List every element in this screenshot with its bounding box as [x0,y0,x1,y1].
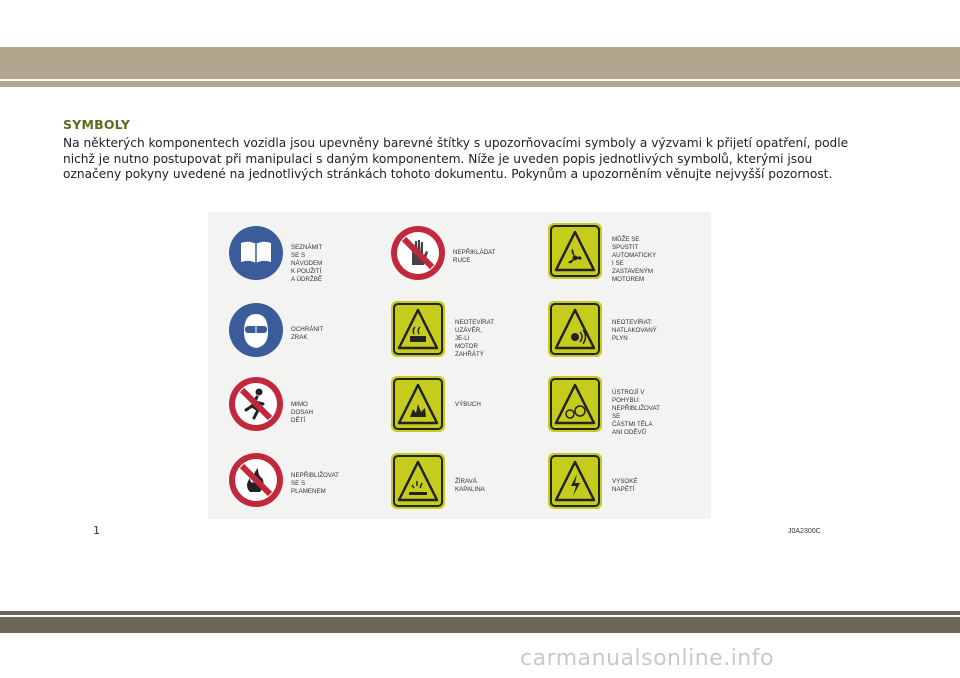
symbol-label: ŽÍRAVÁ KAPALINA [455,478,485,493]
header-band-line [0,81,960,87]
symbol-label: VYSOKÉ NAPĚTÍ [612,478,638,493]
symbol-label: ÚSTROJÍ V POHYBU: NEPŘIBLIŽOVAT SE ČÁSTMI TĚLA ANI ODĚVŮ [612,389,660,436]
footer-band [0,617,960,633]
high-voltage-icon [547,452,603,510]
header-band [0,47,960,79]
section-paragraph: Na některých komponentech vozidla jsou upevněny barevné štítky s upozorňovacími symboly a výzvami k přijetí opatření, podle nichž je nutno postupovat při manipulaci s daným komponentem. Níže je uveden popis jednotlivých symbolů, kterými jsou označeny pokyny uvedené na jednotlivých stránkách tohoto dokumentu. Pokynům a upozorněním věnujte nejvyšší pozornost. [63,136,849,182]
watermark: carmanualsonline.info [520,646,774,671]
moving-parts-icon [547,375,603,433]
keep-away-children-icon [228,376,284,432]
section-heading: SYMBOLY [63,117,131,132]
hot-cap-warning-icon [390,300,446,358]
explosion-warning-icon [390,375,446,433]
page-number: 1 [93,524,100,537]
pressurized-gas-icon [547,300,603,358]
symbol-label: OCHRÁNIT ZRAK [291,326,324,341]
manual-book-icon [228,225,284,281]
symbol-label: NEPŘIKLÁDAT RUCE [453,249,496,264]
corrosive-liquid-icon [390,452,446,510]
eye-protection-icon [228,302,284,358]
symbol-label: VÝBUCH [455,401,481,408]
footer-band-line [0,611,960,615]
symbol-label: SEZNÁMIT SE S NÁVODEM K POUŽITÍ A ÚDRŽBĚ [291,244,323,283]
figure-code: J0A2300C [788,528,821,535]
symbol-label: MŮŽE SE SPUSTIT AUTOMATICKY I SE ZASTAVENÝM MOTOREM [612,236,657,283]
symbols-figure [208,212,711,519]
symbol-label: NEPŘIBLIŽOVAT SE S PLAMENEM [291,472,339,495]
no-hands-icon [390,225,446,281]
symbol-label: MIMO DOSAH DĚTÍ [291,401,314,424]
fan-warning-icon [547,222,603,280]
no-open-flame-icon [228,452,284,508]
symbol-label: NEOTEVÍRAT UZÁVĚR, JE-LI MOTOR ZAHŘÁTÝ [455,319,494,358]
symbol-label: NEOTEVÍRAT: NATLAKOVANÝ PLYN [612,319,657,342]
